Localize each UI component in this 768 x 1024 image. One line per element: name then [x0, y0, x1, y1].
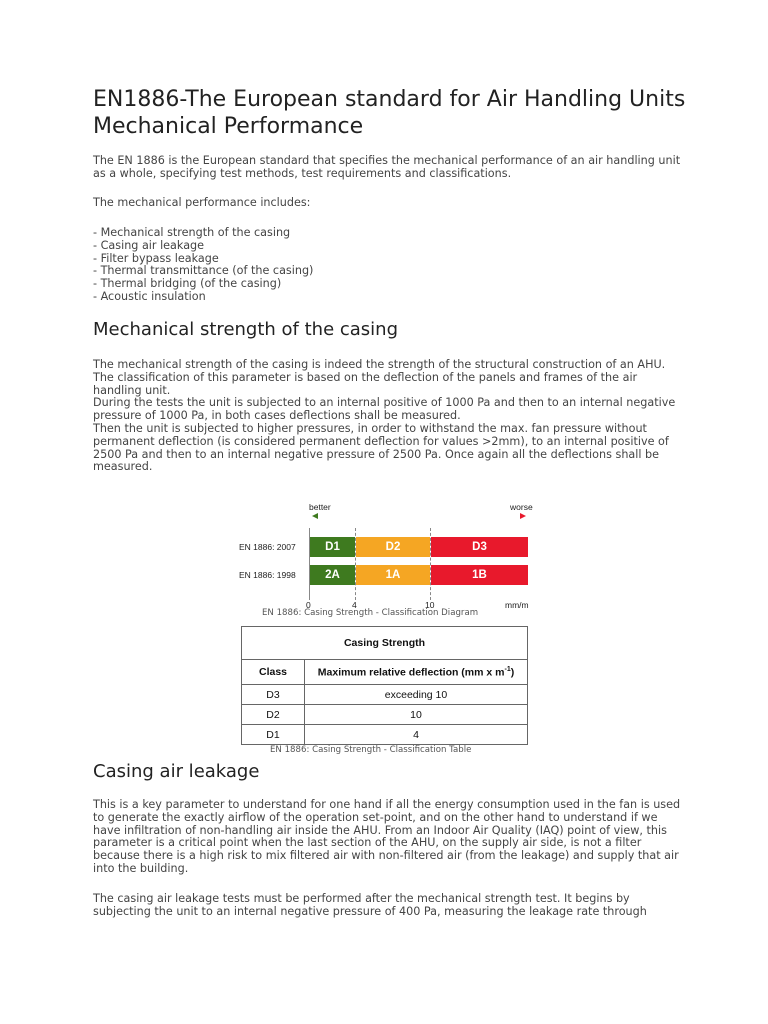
table-cell-class: D2 — [242, 705, 305, 725]
paragraph: The classification of this parameter is based on the deflection of the panels and frames of the air handling unit. — [93, 370, 638, 397]
casing-air-leakage-paragraph-2: The casing air leakage tests must be performed after the mechanical strength test. It begins by subjecting the unit to an internal negative pressure of 400 Pa, measuring the leakage rate through — [93, 892, 647, 918]
list-item: - Thermal transmittance (of the casing) — [93, 264, 314, 278]
page-title: EN1886-The European standard for Air Handling Units Mechanical Performance — [93, 87, 686, 139]
table-cell-value: exceeding 10 — [305, 685, 528, 705]
band-1b: 1B — [431, 565, 528, 585]
table-cell-class: D3 — [242, 685, 305, 705]
table-cell-value: 10 — [305, 705, 528, 725]
list-item: - Thermal bridging (of the casing) — [93, 277, 282, 291]
paragraph: During the tests the unit is subjected to an internal positive of 1000 Pa and then to an internal negative pressure of 1000 Pa, in both cases deflections shall be measured. — [93, 396, 676, 423]
section-heading-mechanical-strength: Mechanical strength of the casing — [93, 319, 399, 340]
band-2a: 2A — [310, 565, 355, 585]
unit-label: mm/m — [505, 600, 529, 610]
diagram-caption: EN 1886: Casing Strength - Classification Diagram — [262, 608, 479, 618]
includes-heading: The mechanical performance includes: — [93, 196, 311, 209]
table-row — [242, 725, 528, 745]
list-item: - Casing air leakage — [93, 238, 205, 252]
paragraph: The mechanical strength of the casing is indeed the strength of the structural construction of an AHU. — [93, 358, 666, 371]
list-item: - Filter bypass leakage — [93, 251, 219, 265]
includes-list — [93, 227, 683, 304]
paragraph: Then the unit is subjected to higher pressures, in order to withstand the max. fan pressure without permanent deflection (is considered permanent deflection for values >2mm), to an internal positive of 2500 Pa and then to an internal negative pressure of 2500 Pa. Once again all the deflections shall be measured. — [93, 421, 669, 474]
better-label: better — [309, 502, 331, 512]
list-item: - Acoustic insulation — [93, 289, 206, 303]
tick-label-10: 10 — [425, 600, 435, 610]
worse-label: worse — [510, 502, 533, 512]
classification-table — [241, 626, 528, 745]
tick-label-4: 4 — [352, 600, 357, 610]
list-item: - Mechanical strength of the casing — [93, 226, 291, 239]
table-title: Casing Strength — [242, 627, 528, 660]
section-heading-casing-air-leakage: Casing air leakage — [93, 761, 260, 782]
table-header-deflection: Maximum relative deflection (mm x $m^{-1}$) — [305, 660, 528, 685]
table-cell-value: 4 — [305, 725, 528, 745]
table-cell-class: D1 — [242, 725, 305, 745]
better-worse-arrow — [311, 512, 527, 520]
mechanical-strength-body — [93, 359, 683, 474]
band-d3: D3 — [431, 537, 528, 557]
tick-label-0: 0 — [306, 600, 311, 610]
table-header-class: Class — [242, 660, 305, 685]
casing-air-leakage-paragraph: This is a key parameter to understand for one hand if all the energy consumption used in the fan is used to generate the exactly airflow of the operation set-point, and on the other hand to understand if we have infiltration of non-handling air inside the AHU. From an Indoor Air Quality (IAQ) point of view, this parameter is a critical point when the last section of the AHU, on the supply air side, is not a filter because there is a high risk to mix filtered air with non-filtered air (from the leakage) and supply that air into the building. — [93, 798, 681, 875]
row-label-2007: EN 1886: 2007 — [239, 542, 296, 552]
row-label-1998: EN 1886: 1998 — [239, 570, 296, 580]
band-d1: D1 — [310, 537, 355, 557]
table-row — [242, 685, 528, 705]
table-row — [242, 705, 528, 725]
table-caption: EN 1886: Casing Strength - Classification Table — [270, 745, 472, 755]
intro-paragraph: The EN 1886 is the European standard that specifies the mechanical performance of an air handling unit as a whole, specifying test methods, test requirements and classifications. — [93, 154, 681, 180]
band-1a: 1A — [356, 565, 430, 585]
band-d2: D2 — [356, 537, 430, 557]
